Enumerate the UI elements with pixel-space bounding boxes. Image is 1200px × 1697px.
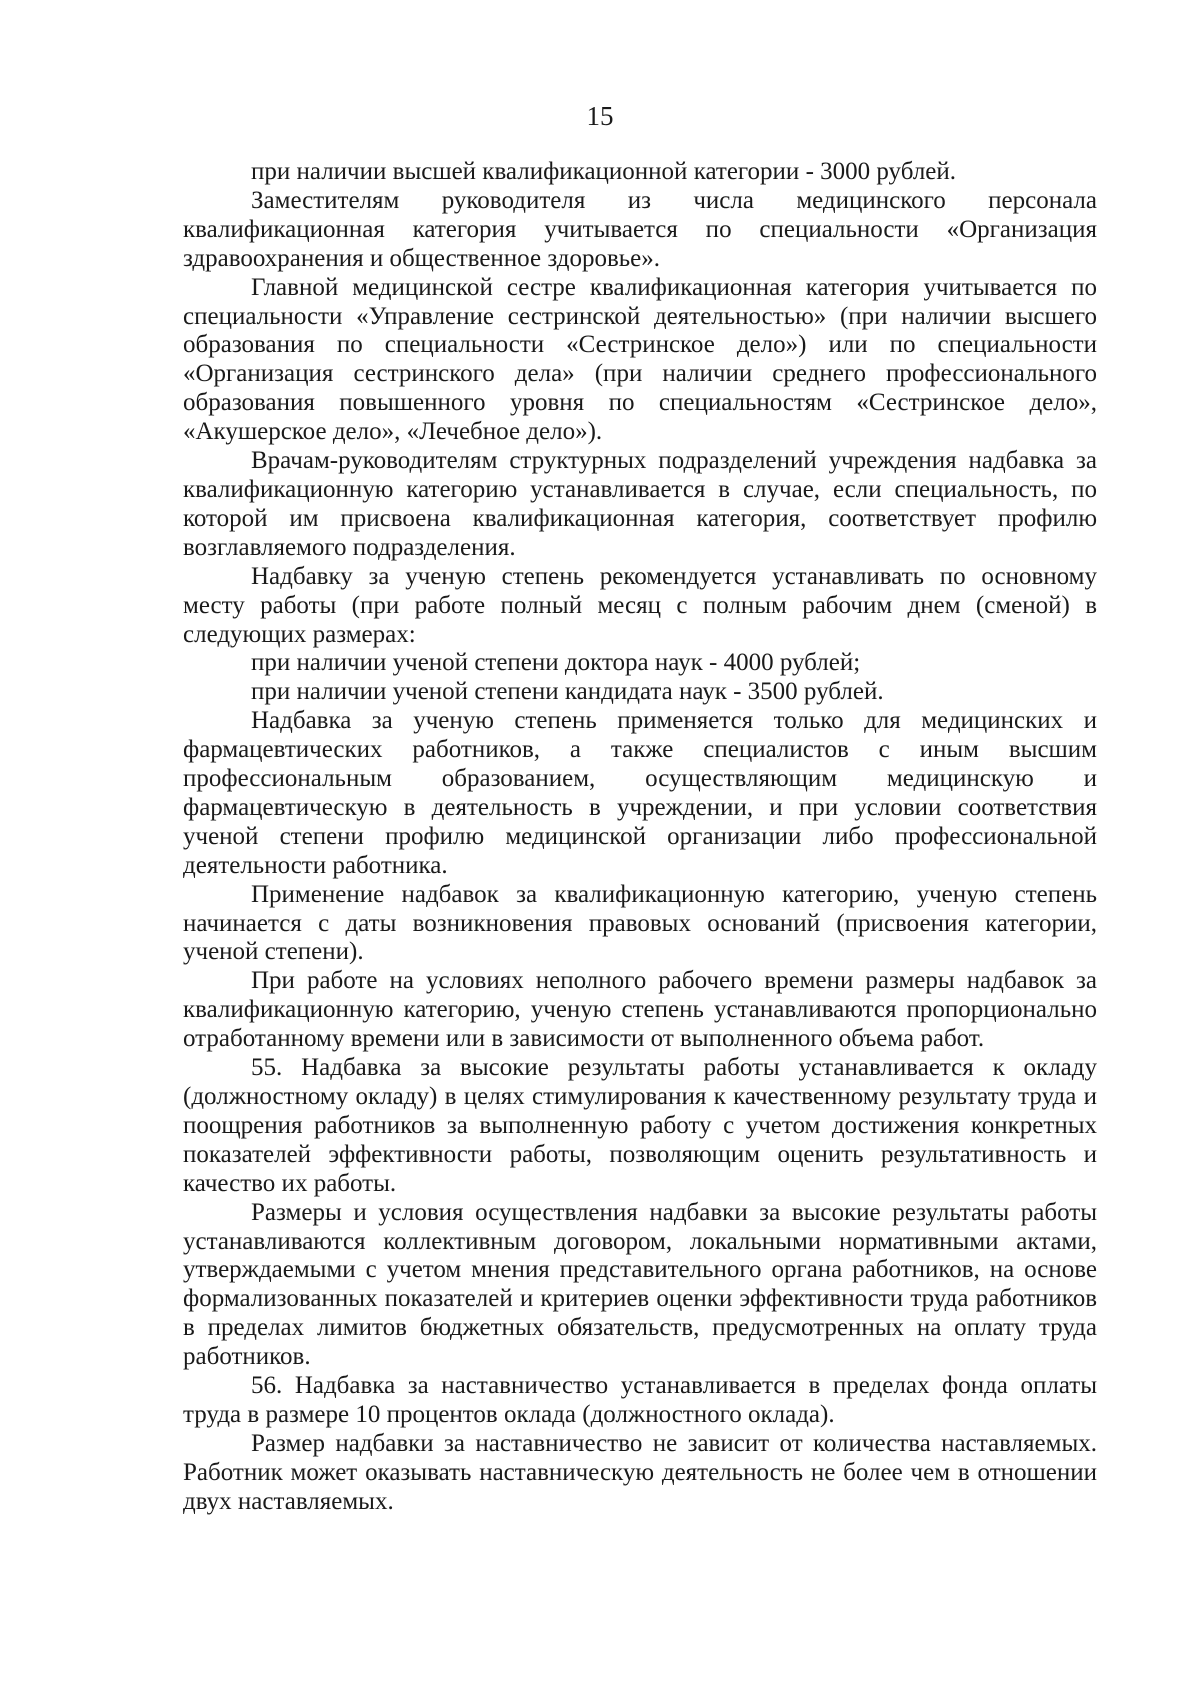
paragraph-higher-category: при наличии высшей квалификационной категории - 3000 рублей.: [251, 158, 957, 185]
paragraph-item-56: 56. Надбавка за наставничество устанавливается в пределах фонда оплаты труда в размере 10 процентов оклада (должностного оклада).: [183, 1372, 1097, 1428]
paragraph-deputy-heads: Заместителям руководителя из числа медицинского персонала квалификационная категория учитывается по специальности «Организация здравоохранения и общественное здоровье».: [183, 186, 1097, 272]
paragraph-head-nurse: Главной медицинской сестре квалификационная категория учитывается по специальности «Управление сестринской деятельностью» (при наличии высшего образования по специальности «Сестринское дело») или по специальности «Организация сестринского дела» (при наличии среднего профессионального образования повышенного уровня по специальностям «Сестринское дело», «Акушерское дело», «Лечебное дело»).: [183, 273, 1097, 446]
document-body: [183, 158, 1097, 1517]
paragraph-department-heads: Врачам-руководителям структурных подразделений учреждения надбавка за квалификационную категорию устанавливается в случае, если специальность, по которой им присвоена квалификационная категория, соответствует профилю возглавляемого подразделения.: [183, 447, 1097, 561]
paragraph-application-start: Применение надбавок за квалификационную категорию, ученую степень начинается с даты возникновения правовых оснований (присвоения категории, ученой степени).: [183, 880, 1097, 966]
paragraph-degree-applicability: Надбавка за ученую степень применяется только для медицинских и фармацевтических работников, а также специалистов с иным высшим профессиональным образованием, осуществляющим медицинскую и фармацевтическую в деятельность в учреждении, и при условии соответствия ученой степени профилю медицинской организации либо профессиональной деятельности работника.: [183, 707, 1097, 879]
paragraph-part-time: При работе на условиях неполного рабочего времени размеры надбавок за квалификационную категорию, ученую степень устанавливаются пропорционально отработанному времени или в зависимости от выполненного объема работ.: [183, 967, 1097, 1053]
paragraph-doctor-degree: при наличии ученой степени доктора наук - 4000 рублей;: [251, 649, 861, 677]
paragraph-academic-degree: Надбавку за ученую степень рекомендуется устанавливать по основному месту работы (при работе полный месяц с полным рабочим днем (сменой) в следующих размерах:: [183, 562, 1097, 648]
paragraph-mentoring-size: Размер надбавки за наставничество не зависит от количества наставляемых. Работник может оказывать наставническую деятельность не более чем в отношении двух наставляемых.: [183, 1429, 1097, 1515]
paragraph-item-55: 55. Надбавка за высокие результаты работы устанавливается к окладу (должностному окладу) в целях стимулирования к качественному результату труда и поощрения работников за выполненную работу с учетом достижения конкретных показателей эффективности работы, позволяющим оценить результативность и качество их работы.: [183, 1054, 1097, 1197]
page-number: 15: [586, 101, 614, 131]
paragraph-performance-conditions: Размеры и условия осуществления надбавки за высокие результаты работы устанавливаются коллективным договором, локальными нормативными актами, утверждаемыми с учетом мнения представительного органа работников, на основе формализованных показателей и критериев оценки эффективности труда работников в пределах лимитов бюджетных обязательств, предусмотренных на оплату труда работников.: [183, 1198, 1097, 1371]
paragraph-candidate-degree: при наличии ученой степени кандидата наук - 3500 рублей.: [251, 678, 884, 706]
